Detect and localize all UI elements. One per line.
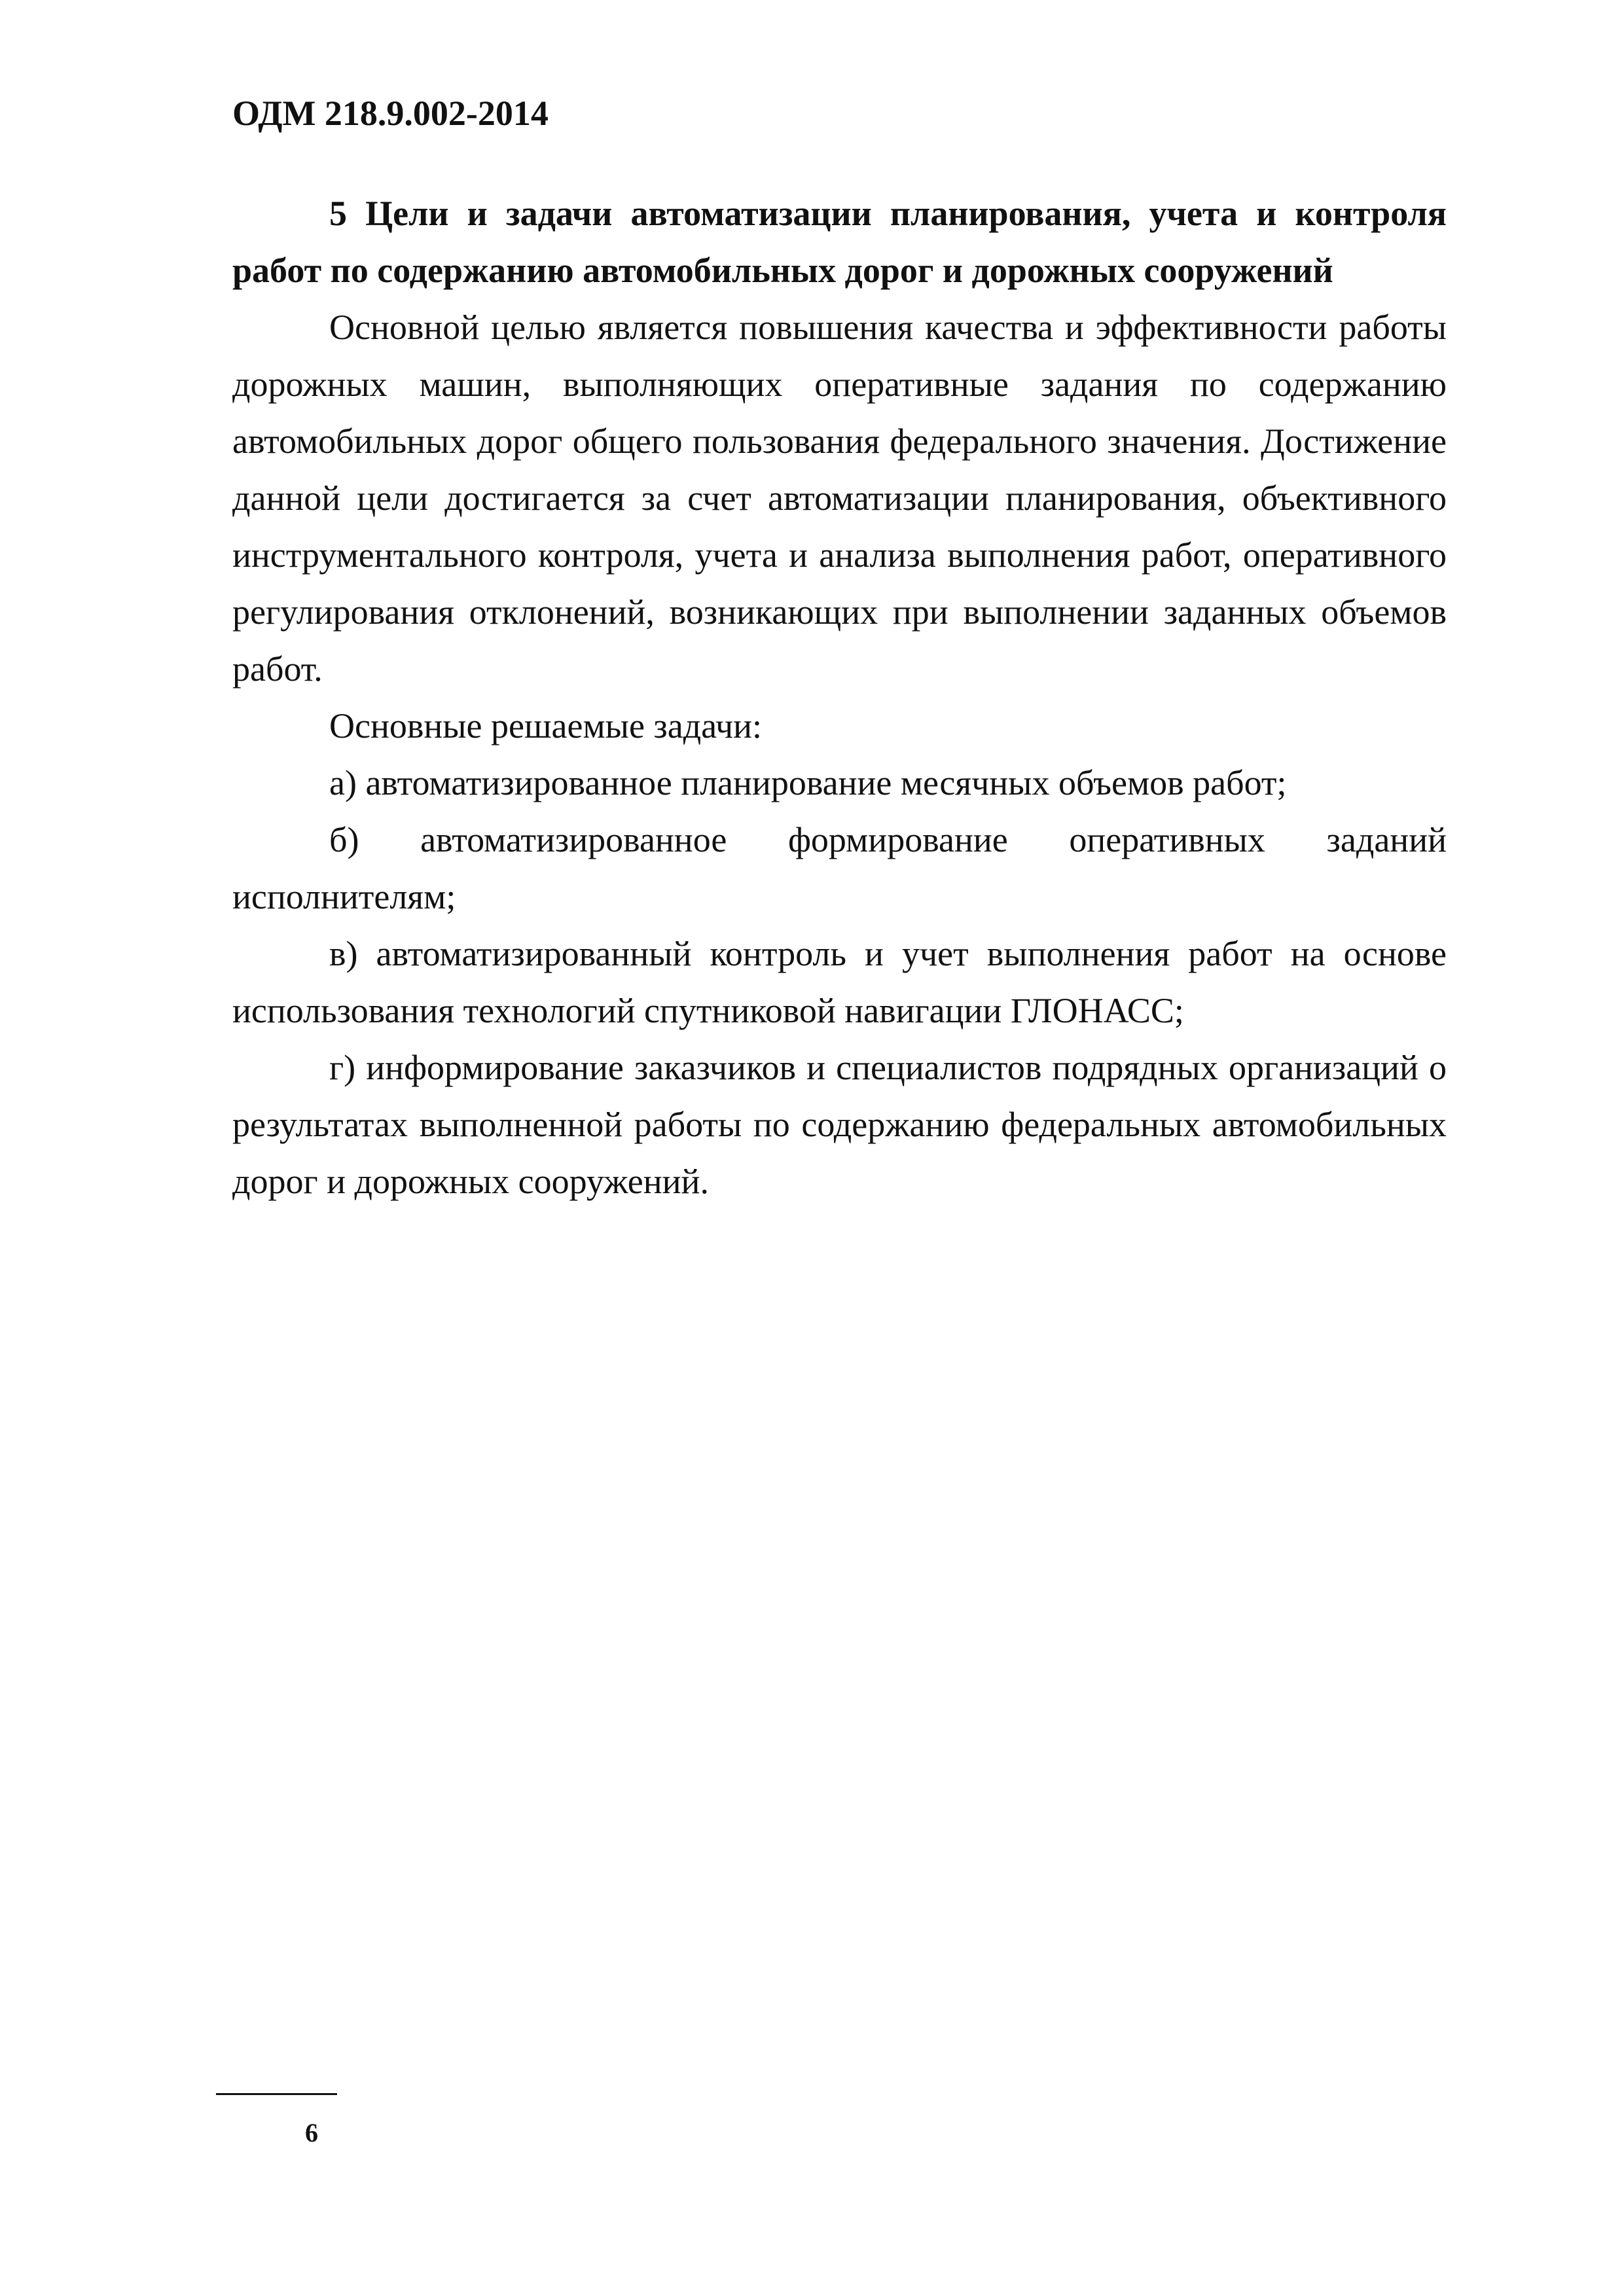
list-item-a: а) автоматизированное планирование месячных объемов работ; bbox=[329, 763, 1287, 802]
page-number: 6 bbox=[305, 2118, 318, 2147]
list-item-g: г) информирование заказчиков и специалистов подрядных организаций о результатах выполненной работы по содержанию федеральных автомобильных дорог и дорожных сооружений. bbox=[232, 1048, 1447, 1201]
footnote-divider bbox=[216, 2093, 337, 2095]
section-title: 5 Цели и задачи автоматизации планирования, учета и контроля работ по содержанию автомобильных дорог и дорожных сооружений bbox=[232, 194, 1447, 290]
paragraph-goal: Основной целью является повышения качества и эффективности работы дорожных машин, выполняющих оперативные задания по содержанию автомобильных дорог общего пользования федерального значения. Достижение данной цели достигается за счет автоматизации планирования, объективного инструментального контроля, учета и анализа выполнения работ, оперативного регулирования отклонений, возникающих при выполнении заданных объемов работ. bbox=[232, 308, 1447, 689]
paragraph-tasks-intro: Основные решаемые задачи: bbox=[329, 706, 763, 745]
document-code: ОДМ 218.9.002-2014 bbox=[232, 94, 549, 133]
section-content bbox=[232, 185, 1447, 1210]
list-item-v: в) автоматизированный контроль и учет выполнения работ на основе использования технологий спутниковой навигации ГЛОНАСС; bbox=[232, 934, 1447, 1030]
list-item-b: б) автоматизированное формирование оперативных заданий исполнителям; bbox=[232, 820, 1447, 916]
